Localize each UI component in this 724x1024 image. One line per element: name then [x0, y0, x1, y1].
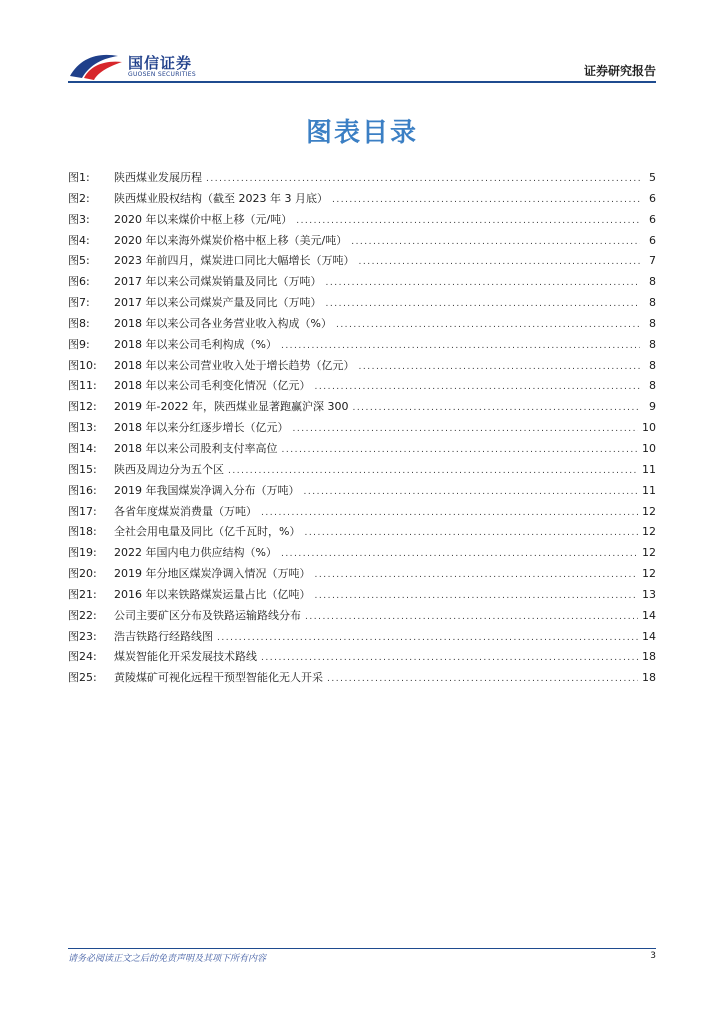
disclaimer-text: 请务必阅读正文之后的免责声明及其项下所有内容: [68, 954, 267, 964]
toc-dot-leader: [315, 377, 641, 397]
toc-entry-page: 12: [642, 546, 656, 560]
toc-entry[interactable]: [68, 627, 656, 648]
toc-entry-page: 18: [642, 671, 656, 685]
toc-entry-label: 图3:: [68, 212, 90, 226]
toc-entry-label: 图4:: [68, 233, 90, 247]
toc-entry-label: 图14:: [68, 441, 97, 455]
toc-dot-leader: [281, 544, 638, 564]
toc-entry-label: 图11:: [68, 379, 97, 393]
toc-entry-page: 8: [649, 379, 656, 393]
toc-entry-label: 图20:: [68, 567, 97, 581]
toc-entry-title: 2018 年以来公司股利支付率高位: [114, 441, 278, 455]
toc-entry[interactable]: [68, 293, 656, 314]
toc-entry-label: 图15:: [68, 462, 97, 476]
toc-entry[interactable]: [68, 439, 656, 460]
toc-entry[interactable]: [68, 251, 656, 272]
toc-entry-label: 图16:: [68, 483, 97, 497]
toc-dot-leader: [315, 586, 639, 606]
toc-entry-page: 12: [642, 567, 656, 581]
toc-entry[interactable]: [68, 231, 656, 252]
toc-entry-page: 5: [649, 171, 656, 184]
toc-entry-page: 7: [649, 254, 656, 268]
toc-dot-leader: [327, 669, 638, 689]
toc-dot-leader: [359, 252, 641, 272]
toc-entry-title: 黄陵煤矿可视化远程干预型智能化无人开采: [114, 671, 323, 685]
toc-entry-page: 8: [649, 296, 656, 310]
toc-entry-label: 图19:: [68, 546, 97, 560]
toc-entry-title: 2017 年以来公司煤炭产量及同比（万吨）: [114, 296, 322, 310]
toc-entry[interactable]: [68, 168, 656, 189]
toc-dot-leader: [352, 398, 640, 418]
toc-dot-leader: [206, 169, 640, 189]
toc-entry[interactable]: [68, 314, 656, 335]
toc-dot-leader: [296, 211, 640, 231]
toc-entry-title: 浩吉铁路行经路线图: [114, 629, 213, 643]
page-number: 3: [650, 951, 656, 961]
toc-dot-leader: [281, 336, 640, 356]
toc-entry[interactable]: [68, 418, 656, 439]
toc-entry-title: 2022 年国内电力供应结构（%）: [114, 546, 277, 560]
toc-entry-label: 图5:: [68, 254, 90, 268]
toc-entry-title: 2019 年分地区煤炭净调入情况（万吨）: [114, 567, 311, 581]
toc-entry-title: 2020 年以来煤价中枢上移（元/吨）: [114, 212, 293, 226]
toc-entry[interactable]: [68, 397, 656, 418]
toc-entry[interactable]: [68, 210, 656, 231]
toc-entry-page: 6: [649, 233, 656, 247]
toc-entry-title: 陕西及周边分为五个区: [114, 462, 224, 476]
toc-dot-leader: [261, 503, 638, 523]
logo-english-name: GUOSEN SECURITIES: [128, 71, 197, 78]
toc-dot-leader: [304, 523, 638, 543]
toc-dot-leader: [326, 273, 641, 293]
toc-entry-label: 图22:: [68, 608, 97, 622]
toc-entry-title: 2016 年以来铁路煤炭运量占比（亿吨）: [114, 587, 311, 601]
toc-entry-title: 2018 年以来分红逐步增长（亿元）: [114, 421, 289, 435]
toc-entry-page: 8: [649, 316, 656, 330]
toc-entry-label: 图17:: [68, 504, 97, 518]
toc-entry[interactable]: [68, 335, 656, 356]
toc-entry[interactable]: [68, 460, 656, 481]
toc-entry-page: 14: [642, 608, 656, 622]
toc-entry-page: 6: [649, 212, 656, 226]
toc-entry-title: 2018 年以来公司毛利变化情况（亿元）: [114, 379, 311, 393]
toc-entry-page: 9: [649, 400, 656, 414]
toc-dot-leader: [261, 648, 638, 668]
toc-entry-label: 图2:: [68, 191, 90, 205]
toc-entry-label: 图10:: [68, 358, 97, 372]
toc-dot-leader: [326, 294, 641, 314]
toc-dot-leader: [293, 419, 639, 439]
toc-entry[interactable]: [68, 376, 656, 397]
toc-dot-leader: [332, 190, 640, 210]
toc-dot-leader: [228, 461, 638, 481]
toc-entry-page: 13: [642, 587, 656, 601]
toc-entry-title: 2018 年以来公司各业务营业收入构成（%）: [114, 316, 332, 330]
toc-dot-leader: [282, 440, 639, 460]
toc-entry[interactable]: [68, 606, 656, 627]
toc-dot-leader: [305, 607, 638, 627]
toc-title: 图表目录: [305, 118, 418, 148]
toc-entry-label: 图18:: [68, 525, 97, 539]
toc-entry-title: 陕西煤业发展历程: [114, 171, 202, 184]
toc-entry[interactable]: [68, 564, 656, 585]
toc-entry-title: 2017 年以来公司煤炭销量及同比（万吨）: [114, 275, 322, 289]
toc-entry-title: 全社会用电量及同比（亿千瓦时，%）: [114, 525, 301, 539]
toc-entry-label: 图13:: [68, 421, 97, 435]
toc-entry-label: 图24:: [68, 650, 97, 664]
toc-entry-page: 10: [642, 421, 656, 435]
toc-entry-label: 图12:: [68, 400, 97, 414]
toc-entry[interactable]: [68, 585, 656, 606]
toc-dot-leader: [336, 315, 640, 335]
toc-entry-title: 煤炭智能化开采发展技术路线: [114, 650, 257, 664]
toc-entry-page: 8: [649, 358, 656, 372]
toc-entry[interactable]: [68, 668, 656, 689]
toc-entry-title: 2019 年我国煤炭净调入分布（万吨）: [114, 483, 300, 497]
toc-entry-page: 11: [642, 483, 656, 497]
toc-entry-title: 各省年度煤炭消费量（万吨）: [114, 504, 257, 518]
toc-dot-leader: [351, 232, 640, 252]
header-divider: [68, 81, 656, 83]
logo-chinese-name: 国信证券: [128, 54, 193, 72]
toc-entry[interactable]: [68, 543, 656, 564]
toc-entry[interactable]: [68, 189, 656, 210]
toc-dot-leader: [315, 565, 639, 585]
toc-entry-title: 陕西煤业股权结构（截至 2023 年 3 月底）: [114, 191, 328, 205]
toc-entry[interactable]: [68, 647, 656, 668]
toc-entry[interactable]: [68, 502, 656, 523]
toc-entry-page: 14: [642, 629, 656, 643]
footer-divider: [68, 948, 656, 949]
toc-entry-page: 8: [649, 275, 656, 289]
toc-entry-page: 18: [642, 650, 656, 664]
toc-entry-page: 6: [649, 191, 656, 205]
toc-entry-page: 10: [642, 441, 656, 455]
toc-entry-title: 2019 年-2022 年，陕西煤业显著跑赢沪深 300: [114, 400, 349, 414]
toc-entry-label: 图23:: [68, 629, 97, 643]
toc-entry-label: 图25:: [68, 671, 97, 685]
toc-entry-title: 公司主要矿区分布及铁路运输路线分布: [114, 608, 301, 622]
toc-entry[interactable]: [68, 356, 656, 377]
toc-entry-title: 2018 年以来公司毛利构成（%）: [114, 337, 277, 351]
guosen-logo-icon: [68, 50, 124, 82]
toc-dot-leader: [359, 357, 641, 377]
toc-entry[interactable]: [68, 272, 656, 293]
toc-entry-label: 图7:: [68, 296, 90, 310]
toc-entry-label: 图9:: [68, 337, 90, 351]
toc-entry[interactable]: [68, 481, 656, 502]
toc-entry-title: 2020 年以来海外煤炭价格中枢上移（美元/吨）: [114, 233, 348, 247]
toc-entry-label: 图21:: [68, 587, 97, 601]
figure-toc-list: [68, 168, 656, 689]
toc-dot-leader: [217, 628, 638, 648]
report-type-label: 证券研究报告: [583, 64, 656, 78]
toc-entry[interactable]: [68, 522, 656, 543]
toc-entry-label: 图8:: [68, 316, 90, 330]
toc-entry-title: 2018 年以来公司营业收入处于增长趋势（亿元）: [114, 358, 355, 372]
toc-dot-leader: [304, 482, 639, 502]
toc-entry-page: 11: [642, 462, 656, 476]
toc-entry-page: 8: [649, 337, 656, 351]
toc-entry-label: 图1:: [68, 171, 90, 184]
toc-entry-title: 2023 年前四月，煤炭进口同比大幅增长（万吨）: [114, 254, 355, 268]
toc-entry-label: 图6:: [68, 275, 90, 289]
toc-entry-page: 12: [642, 525, 656, 539]
toc-entry-page: 12: [642, 504, 656, 518]
